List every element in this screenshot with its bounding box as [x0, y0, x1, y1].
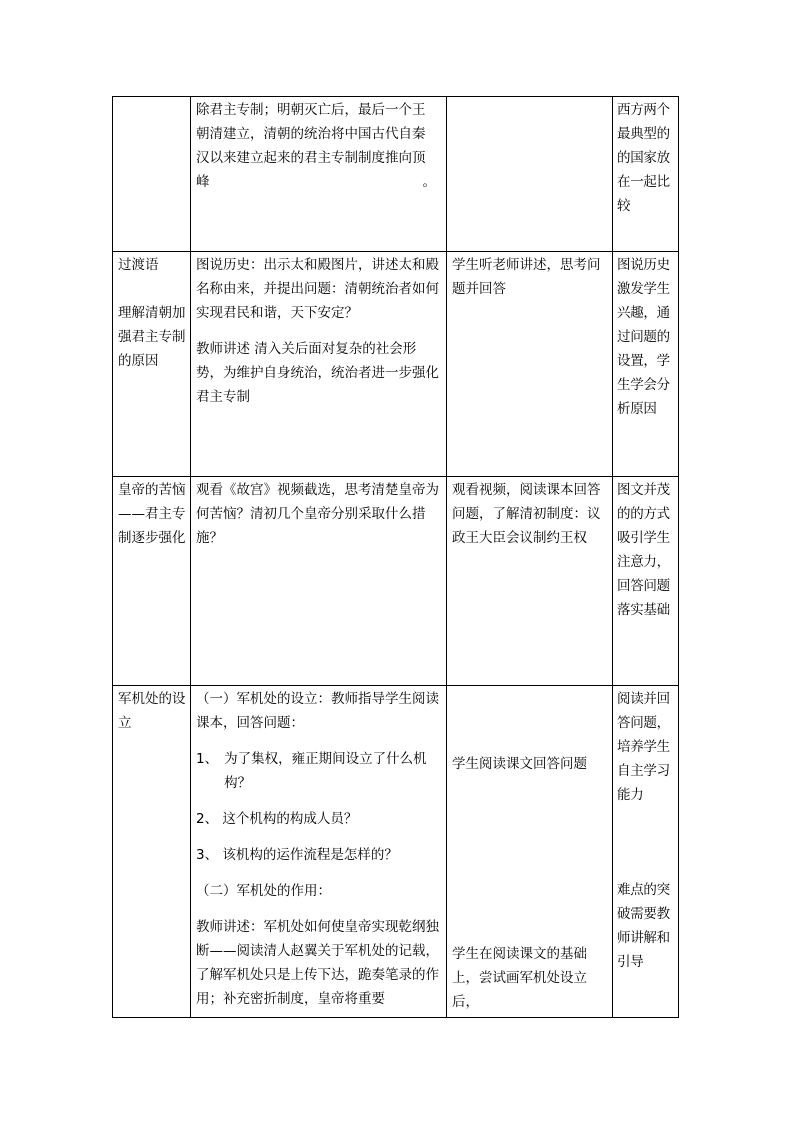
design-intent-cell [613, 686, 679, 1018]
teacher-text: 观看《故宫》视频截选，思考清楚皇帝为何苦恼？清初几个皇帝分别采取什么措施？ [196, 482, 439, 546]
design-intent-cell [613, 252, 679, 477]
topic-text: 军机处的设立 [118, 691, 186, 731]
teacher-text: 教师讲述 清入关后面对复杂的社会形势，为维护自身统治，统治者进一步强化君主专制 [196, 341, 439, 405]
student-text: 学生阅读课文回答问题 [452, 756, 587, 772]
topic-cell [113, 477, 191, 686]
topic-text: 理解清朝加强君主专制的原因 [118, 305, 186, 369]
topic-text: 皇帝的苦恼 ——君主专制逐步强化 [118, 482, 186, 546]
design-text: 阅读并回答问题，培养学生自主学习能力 [617, 691, 670, 803]
student-activity-cell [447, 477, 613, 686]
design-text: 图说历史激发学生兴趣，通过问题的设置，学生学会分析原因 [617, 257, 670, 417]
table-row [113, 252, 679, 477]
teacher-activity-cell [191, 252, 447, 477]
design-text: 图文并茂的的方式吸引学生注意力，回答问题落实基础 [617, 482, 670, 618]
design-intent-cell [613, 97, 679, 252]
teacher-text: 除君主专制；明朝灭亡后，最后一个王朝清建立，清朝的统治将中国古代自秦汉以来建立起来的君主专制制度推向顶峰。 [196, 102, 436, 190]
table-row [113, 686, 679, 1018]
student-activity-cell [447, 97, 613, 252]
question-number: 1、 [196, 751, 219, 767]
student-text: 学生听老师讲述，思考问题并回答 [452, 257, 601, 297]
question-item: 2、 这个机构的构成人员？ [196, 811, 358, 827]
teacher-text: 图说历史：出示太和殿图片，讲述太和殿名称由来，并提出问题：清朝统治者如何实现君民和谐，天下安定？ [196, 257, 439, 321]
topic-cell [113, 97, 191, 252]
teacher-text: 教师讲述：军机处如何使皇帝实现乾纲独断——阅读清人赵翼关于军机处的记载，了解军机处只是上传下达，跪奏笔录的作用；补充密折制度，皇帝将重要 [196, 919, 439, 1007]
design-text: 难点的突破需要教师讲解和引导 [617, 882, 670, 970]
teacher-activity-cell [191, 97, 447, 252]
teacher-text: （一）军机处的设立：教师指导学生阅读课本，回答问题： [196, 691, 439, 731]
design-intent-cell [613, 477, 679, 686]
student-text: 学生在阅读课文的基础上，尝试画军机处设立后， [452, 946, 587, 1010]
question-item: 3、 该机构的运作流程是怎样的？ [196, 847, 398, 863]
student-activity-cell [447, 252, 613, 477]
student-activity-cell [447, 686, 613, 1018]
teacher-text: （二）军机处的作用： [196, 883, 331, 899]
teacher-activity-cell [191, 477, 447, 686]
topic-cell [113, 686, 191, 1018]
student-text: 观看视频，阅读课本回答问题，了解清初制度：议政王大臣会议制约王权 [452, 482, 601, 546]
question-item [196, 747, 442, 795]
topic-text: 过渡语 [118, 257, 159, 273]
teacher-activity-cell [191, 686, 447, 1018]
design-text: 西方两个最典型的的国家放在一起比较 [617, 102, 670, 214]
lesson-plan-table [112, 96, 679, 1018]
question-text: 为了集权，雍正期间设立了什么机构？ [224, 751, 427, 791]
table-row [113, 477, 679, 686]
table-row [113, 97, 679, 252]
topic-cell [113, 252, 191, 477]
